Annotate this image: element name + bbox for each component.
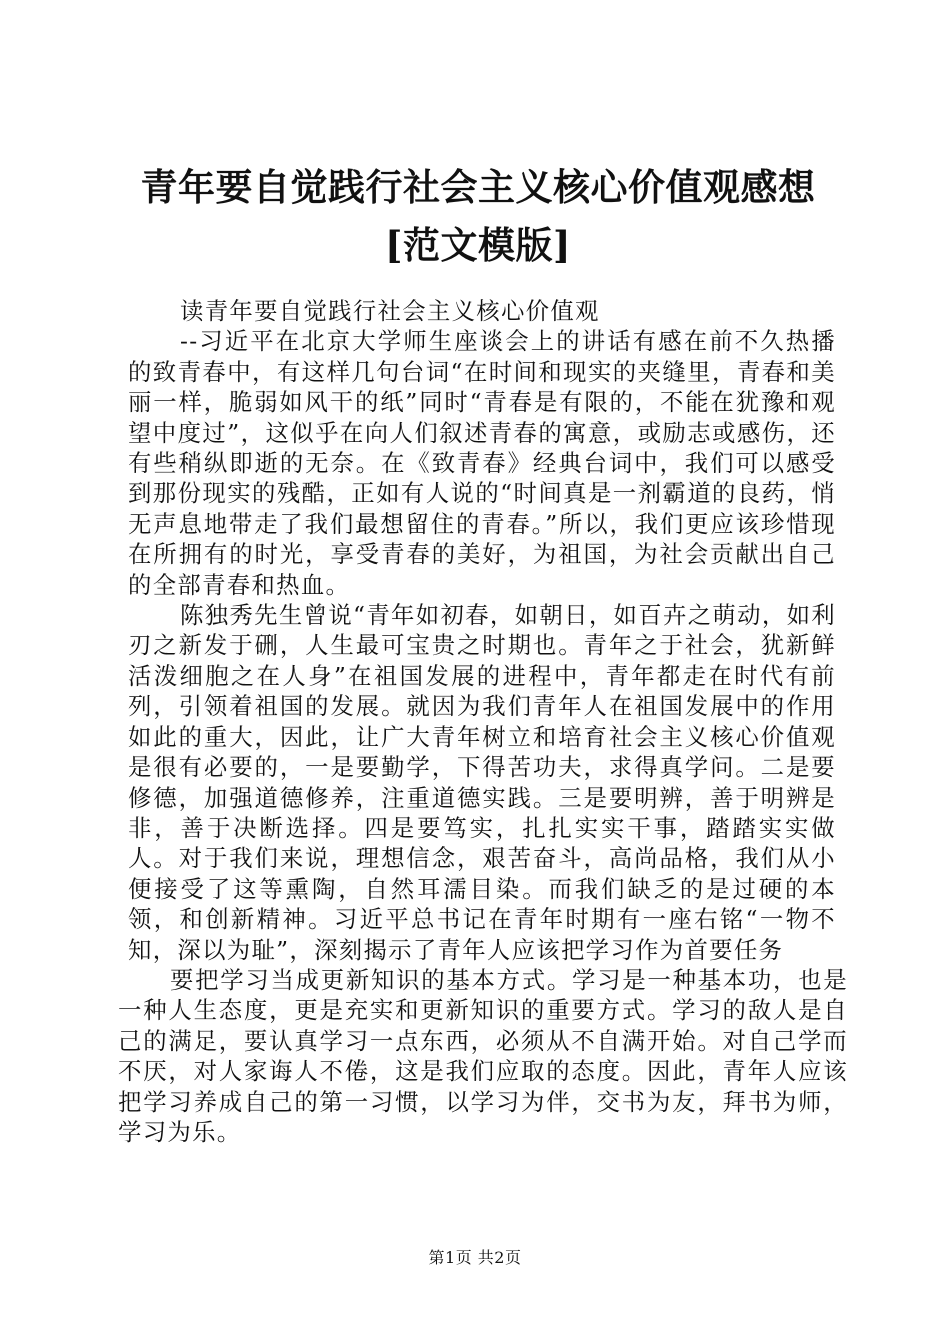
body-paragraph-3: 要把学习当成更新知识的基本方式。学习是一种基本功，也是一种人生态度，更是充实和更新知识的重要方式。学习的敌人是自己的满足，要认真学习一点东西，必须从不自满开始。对自己学而不厌，对人家诲人不倦，这是我们应取的态度。因此，青年人应该把学习养成自己的第一习惯，以学习为伴，交书为友，拜书为师，学习为乐。 <box>118 965 848 1146</box>
document-body <box>118 296 848 1147</box>
page-number-footer: 第1页 共2页 <box>428 1248 522 1267</box>
body-paragraph-2: 陈独秀先生曾说“青年如初春，如朝日，如百卉之萌动，如利刃之新发于硎，人生最可宝贵之时期也。青年之于社会，犹新鲜活泼细胞之在人身”在祖国发展的进程中，青年都走在时代有前列，引领着祖国的发展。就因为我们青年人在祖国发展中的作用如此的重大，因此，让广大青年树立和培育社会主义核心价值观是很有必要的，一是要勤学，下得苦功夫，求得真学问。二是要修德，加强道德修养，注重道德实践。三是要明辨，善于明辨是非，善于决断选择。四是要笃实，扎扎实实干事，踏踏实实做人。对于我们来说，理想信念，艰苦奋斗，高尚品格，我们从小便接受了这等熏陶，自然耳濡目染。而我们缺乏的是过硬的本领，和创新精神。习近平总书记在青年时期有一座右铭“一物不知，深以为耻”，深刻揭示了青年人应该把学习作为首要任务 <box>128 601 836 964</box>
body-paragraph-subtitle: 读青年要自觉践行社会主义核心价值观 <box>180 297 600 325</box>
body-paragraph-1: --习近平在北京大学师生座谈会上的讲话有感在前不久热播的致青春中，有这样几句台词“在时间和现实的夹缝里，青春和美丽一样，脆弱如风干的纸”同时“青春是有限的，不能在犹豫和观望中度过”，这似乎在向人们叙述青春的寓意，或励志或感伤，还有些稍纵即逝的无奈。在《致青春》经典台词中，我们可以感受到那份现实的残酷，正如有人说的“时间真是一剂霸道的良药，悄无声息地带走了我们最想留住的青春。”所以，我们更应该珍惜现在所拥有的时光，享受青春的美好，为祖国，为社会贡献出自己的全部青春和热血。 <box>128 327 836 599</box>
document-title: 青年要自觉践行社会主义核心价值观感想[范文模版] <box>140 165 816 267</box>
